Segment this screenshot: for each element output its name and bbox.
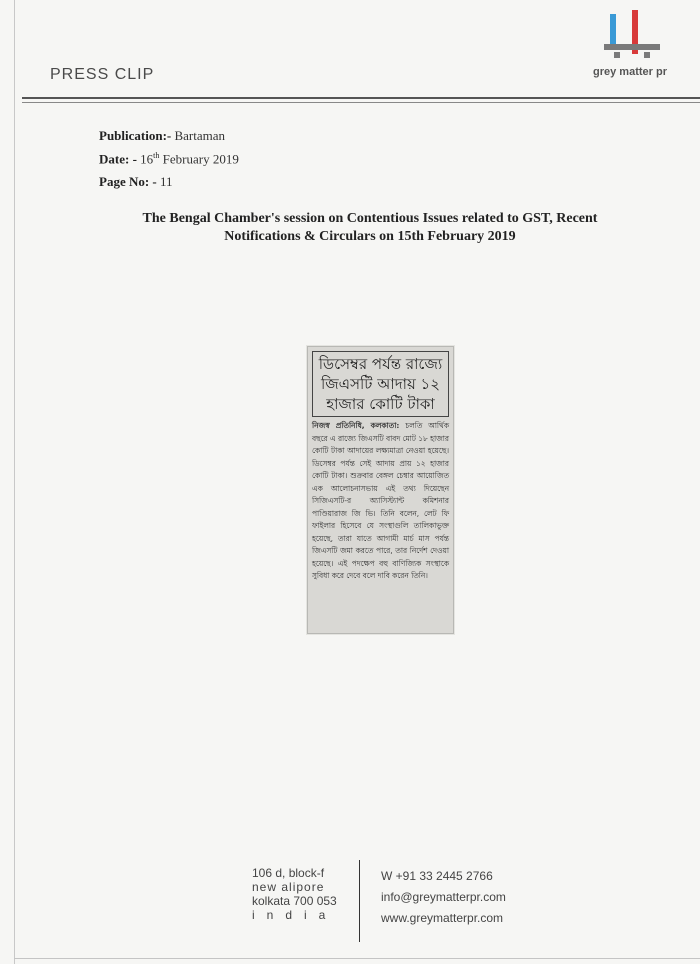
logo-grey-foot-left [614,52,620,58]
page-value: 11 [160,174,173,189]
press-clip-title: PRESS CLIP [50,66,155,83]
footer-phone: W +91 33 2445 2766 [381,869,493,883]
logo-grey-bar [604,44,660,50]
date-suffix: th [153,151,160,160]
address-line-2: new alipore [252,880,325,894]
page-label: Page No: - [99,174,157,189]
header-rule-thick [22,97,700,99]
document-headline [110,210,630,246]
clipping-body [312,420,449,583]
bottom-rule [14,958,700,959]
date-day: 16 [140,151,154,167]
footer-divider [359,860,360,942]
newspaper-clipping [307,346,454,634]
clipping-headline: ডিসেম্বর পর্যন্ত রাজ্যে জিএসটি আদায় ১২ হাজার কোটি টাকা [312,351,449,417]
logo-bars-icon [602,8,662,60]
footer-email[interactable]: info@greymatterpr.com [381,890,506,904]
footer-address [252,866,352,922]
date-rest: February 2019 [162,151,239,167]
address-line-4: india [252,908,338,922]
grey-matter-logo [588,8,672,86]
logo-blue-bar [610,14,616,48]
publication-label: Publication:- [99,128,172,143]
logo-grey-foot-right [644,52,650,58]
date-line [99,151,239,167]
page-line [99,174,173,190]
clipping-text: চলতি আর্থিক বছরে এ রাজ্যে জিএসটি বাবদ মোট ১৮ হাজার কোটি টাকা আদায়ের লক্ষ্যমাত্রা নেওয়া হয়েছে। ডিসেম্বর পর্যন্ত সেই আদায় প্রায় ১২ হাজার কোটি টাকা। শুক্রবার বেঙ্গল চেম্বার আয়োজিত এক আলোচনাসভায় এই তথ্য দিয়েছেন সিজিএসটি-র অ্যাসিস্ট্যান্ট কমিশনার পাণ্ডিয়ারাজ জি ভি। তিনি বলেন, লেট ফি ফাইলার হিসেবে যে সংস্থাগুলি তালিকাভুক্ত হয়েছে, তারা যাতে আগামী মার্চ মাস পর্যন্ত জিএসটি জমা করতে পারে, তার নির্দেশ দেওয়া হয়েছে। এই পদক্ষেপ বহু বাণিজ্যিক সংস্থাকে সুবিধা করে দেবে বলে দাবি করেন তিনি। [312,421,449,580]
footer-contact [381,866,506,929]
footer-website[interactable]: www.greymatterpr.com [381,911,504,925]
publication-value: Bartaman [174,128,226,143]
address-line-3: kolkata 700 053 [252,894,337,908]
date-label: Date: - [99,151,137,167]
publication-line [99,128,225,144]
headline-line-1: The Bengal Chamber's session on Contentious Issues related to GST, Recent [142,211,598,226]
headline-line-2: Notifications & Circulars on 15th February 2019 [224,229,516,244]
page-edge [14,0,15,964]
address-line-1: 106 d, block-f [252,866,325,880]
header-rule-thin [22,102,700,103]
logo-text: grey matter pr [593,66,667,78]
clipping-lead: নিজস্ব প্রতিনিধি, কলকাতা: [312,421,400,430]
